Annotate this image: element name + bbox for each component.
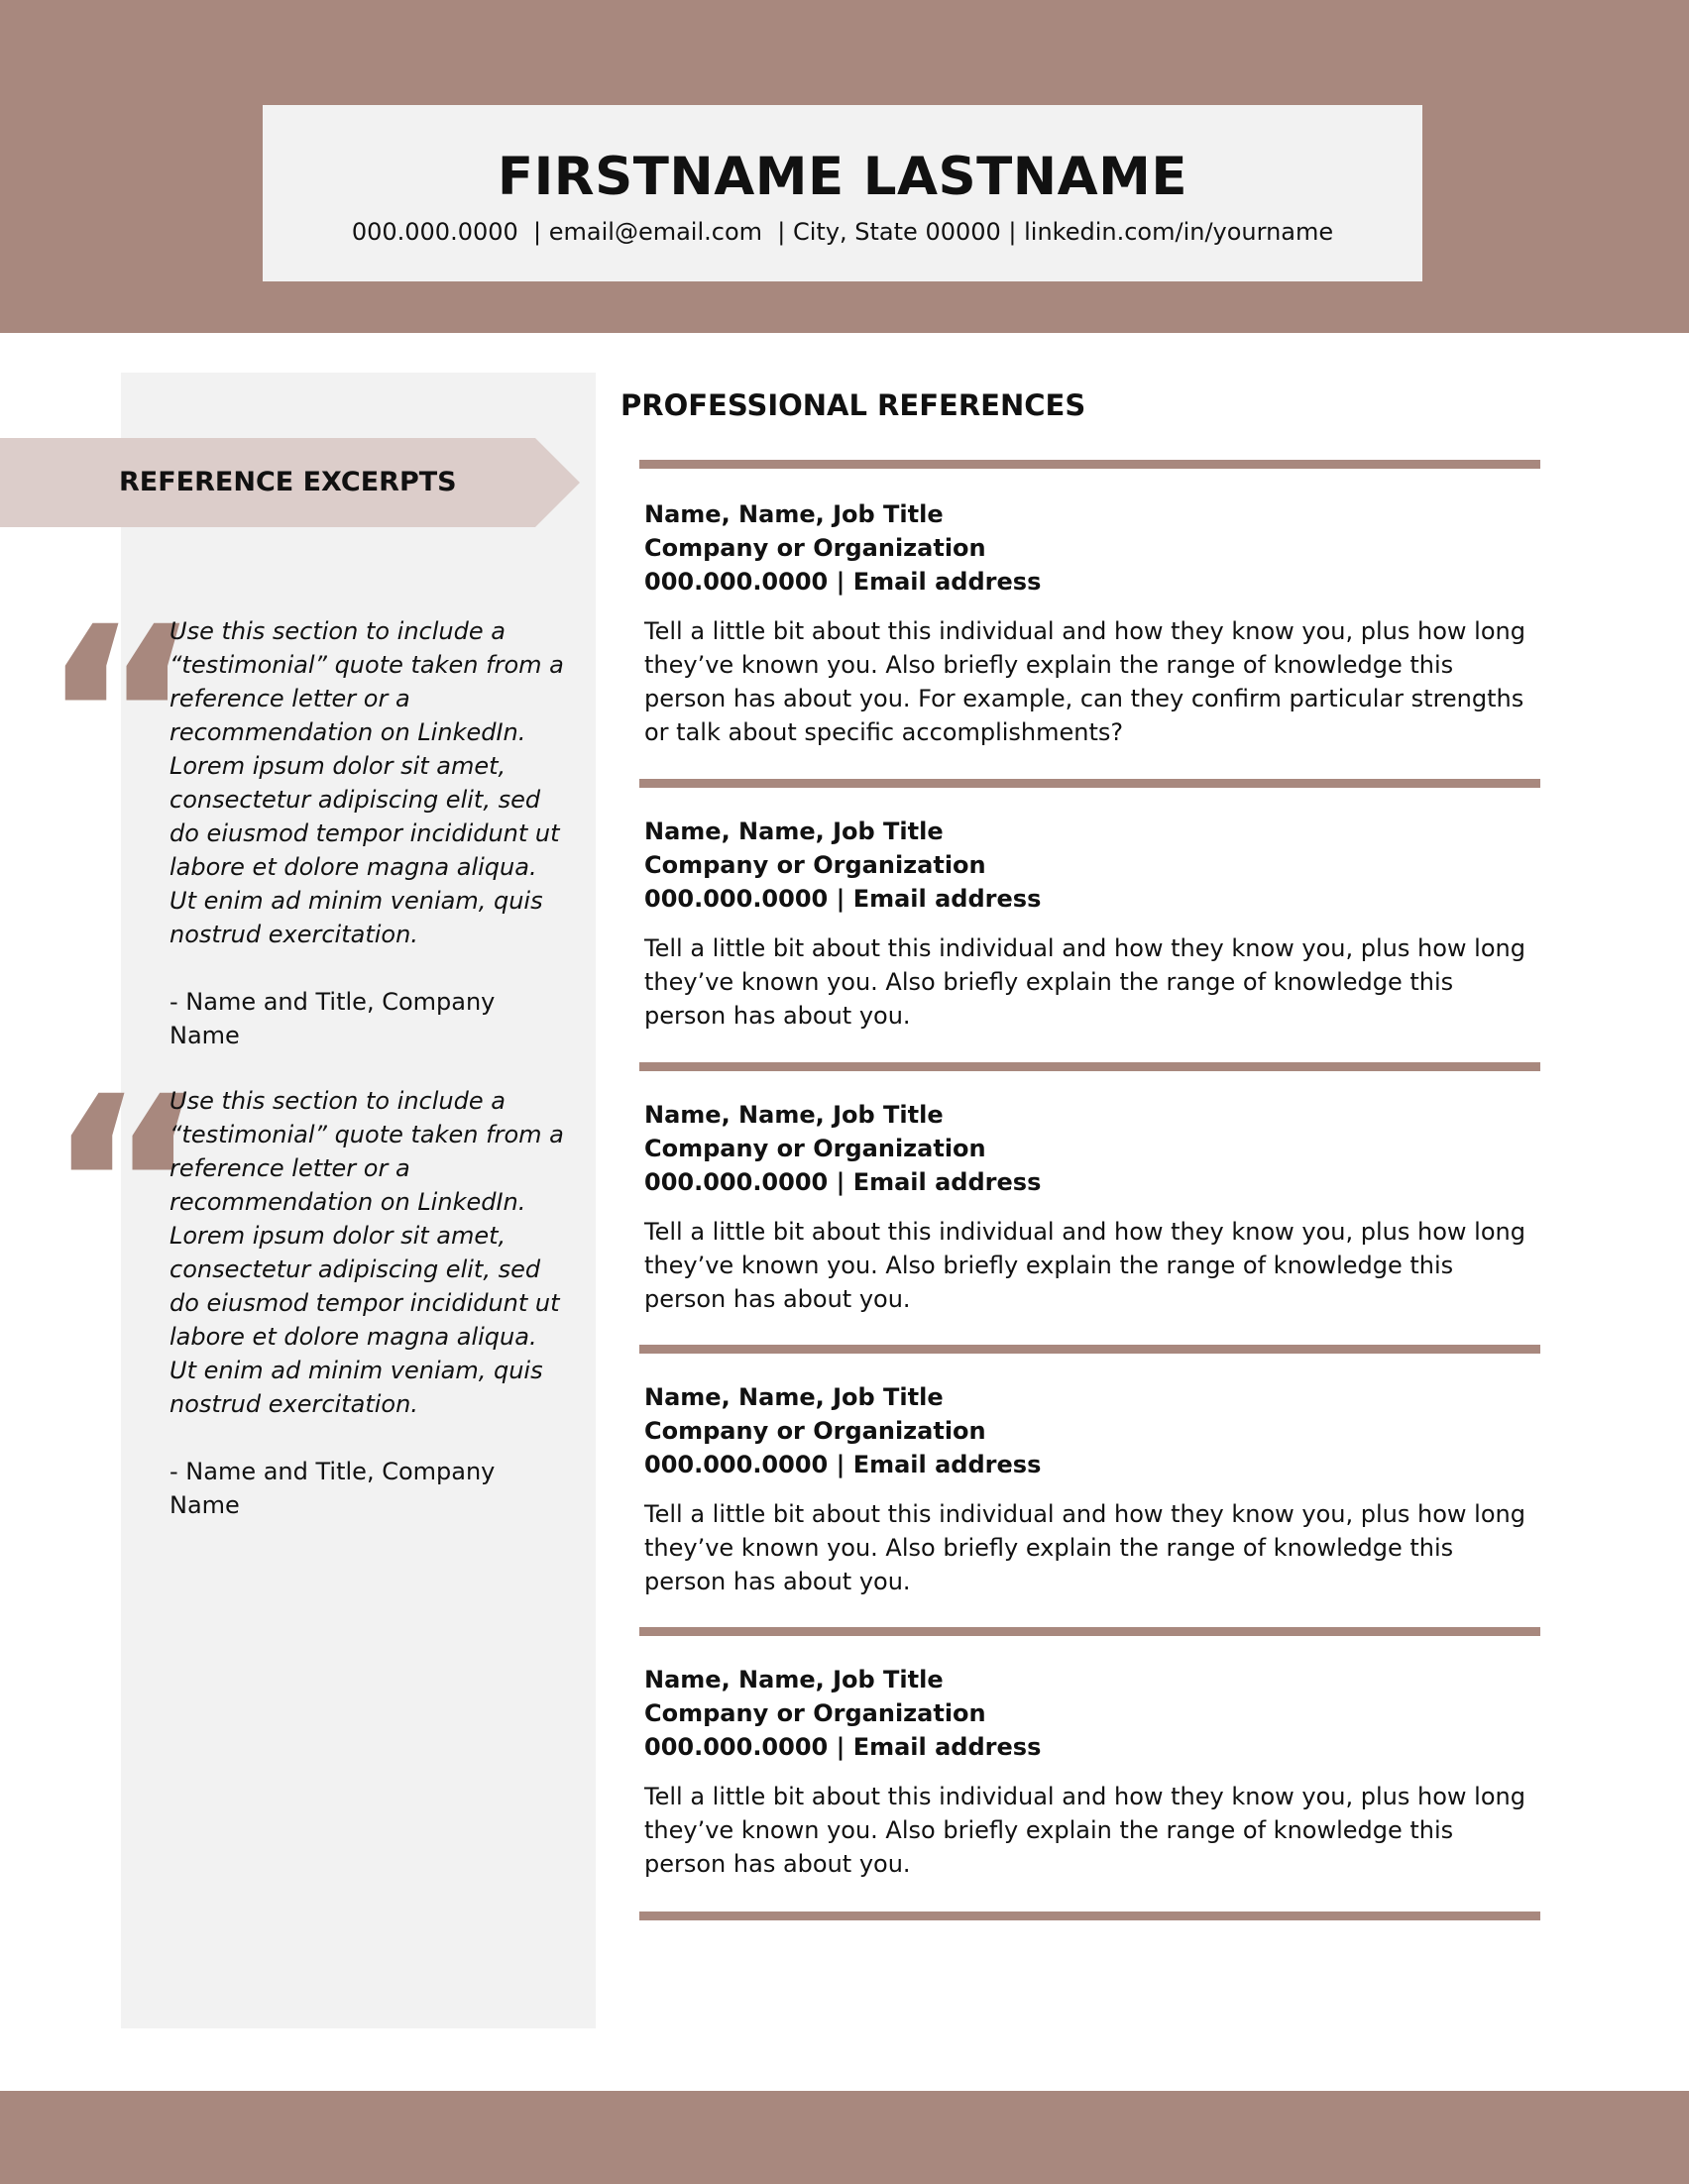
quote-attribution: - Name and Title, Company Name: [169, 1458, 496, 1519]
reference-description: Tell a little bit about this individual and how they know you, plus how long they’ve known you. Also briefly explain the range of knowledge this person has about you.: [644, 934, 1525, 1030]
reference-description: Tell a little bit about this individual and how they know you, plus how long they’ve known you. Also briefly explain the range of knowledge this person has about you.: [644, 1218, 1525, 1313]
divider: [639, 779, 1540, 788]
reference-entry: [644, 1663, 1536, 1881]
reference-org: Company or Organization: [644, 1135, 986, 1162]
quote-icon: “: [46, 1043, 209, 1332]
reference-org: Company or Organization: [644, 1699, 986, 1727]
reference-entry: [644, 1098, 1536, 1316]
reference-contact: 000.000.0000 | Email address: [644, 1168, 1042, 1196]
reference-description: Tell a little bit about this individual and how they know you, plus how long they’ve known you. Also briefly explain the range of knowledge this person has about you.: [644, 1783, 1525, 1878]
reference-entry: [644, 497, 1536, 749]
reference-name: Name, Name, Job Title: [644, 818, 944, 845]
reference-org: Company or Organization: [644, 851, 986, 879]
divider: [639, 1062, 1540, 1071]
reference-contact: 000.000.0000 | Email address: [644, 568, 1042, 596]
quote-icon: “: [40, 574, 203, 862]
header-box: [263, 105, 1422, 281]
quote-attribution: - Name and Title, Company Name: [169, 988, 496, 1049]
divider: [639, 1911, 1540, 1920]
quote-text: Use this section to include a “testimonial” quote taken from a reference letter or a recommendation on LinkedIn. Lorem ipsum dolor sit amet, consectetur adipiscing elit, sed do eiusmod tempor incididunt ut labore et dolore magna aliqua. Ut enim ad minim veniam, quis nostrud exercitation.: [169, 617, 564, 948]
reference-description: Tell a little bit about this individual and how they know you, plus how long they’ve known you. Also briefly explain the range of knowledge this person has about you. For example, can they confirm particular strengths or talk about specific accomplishments?: [644, 617, 1525, 746]
quote-text: Use this section to include a “testimonial” quote taken from a reference letter or a recommendation on LinkedIn. Lorem ipsum dolor sit amet, consectetur adipiscing elit, sed do eiusmod tempor incididunt ut labore et dolore magna aliqua. Ut enim ad minim veniam, quis nostrud exercitation.: [169, 1087, 564, 1418]
reference-description: Tell a little bit about this individual and how they know you, plus how long they’ve known you. Also briefly explain the range of knowledge this person has about you.: [644, 1500, 1525, 1595]
candidate-name: FIRSTNAME LASTNAME: [497, 147, 1188, 207]
divider: [639, 1627, 1540, 1636]
reference-entry: [644, 815, 1536, 1033]
reference-contact: 000.000.0000 | Email address: [644, 885, 1042, 913]
reference-org: Company or Organization: [644, 1417, 986, 1445]
testimonial-quote: [169, 614, 566, 1052]
testimonial-quote: [169, 1084, 566, 1522]
reference-org: Company or Organization: [644, 534, 986, 562]
reference-entry: [644, 1380, 1536, 1598]
reference-name: Name, Name, Job Title: [644, 1666, 944, 1693]
reference-name: Name, Name, Job Title: [644, 1383, 944, 1411]
sidebar-title: REFERENCE EXCERPTS: [119, 467, 457, 497]
section-title: PROFESSIONAL REFERENCES: [620, 388, 1086, 422]
divider: [639, 1345, 1540, 1354]
reference-contact: 000.000.0000 | Email address: [644, 1451, 1042, 1478]
reference-contact: 000.000.0000 | Email address: [644, 1733, 1042, 1761]
divider: [639, 460, 1540, 469]
reference-name: Name, Name, Job Title: [644, 500, 944, 528]
reference-name: Name, Name, Job Title: [644, 1101, 944, 1129]
footer-band: [0, 2091, 1689, 2184]
contact-line: 000.000.0000 | email@email.com | City, State 00000 | linkedin.com/in/yourname: [351, 218, 1334, 246]
